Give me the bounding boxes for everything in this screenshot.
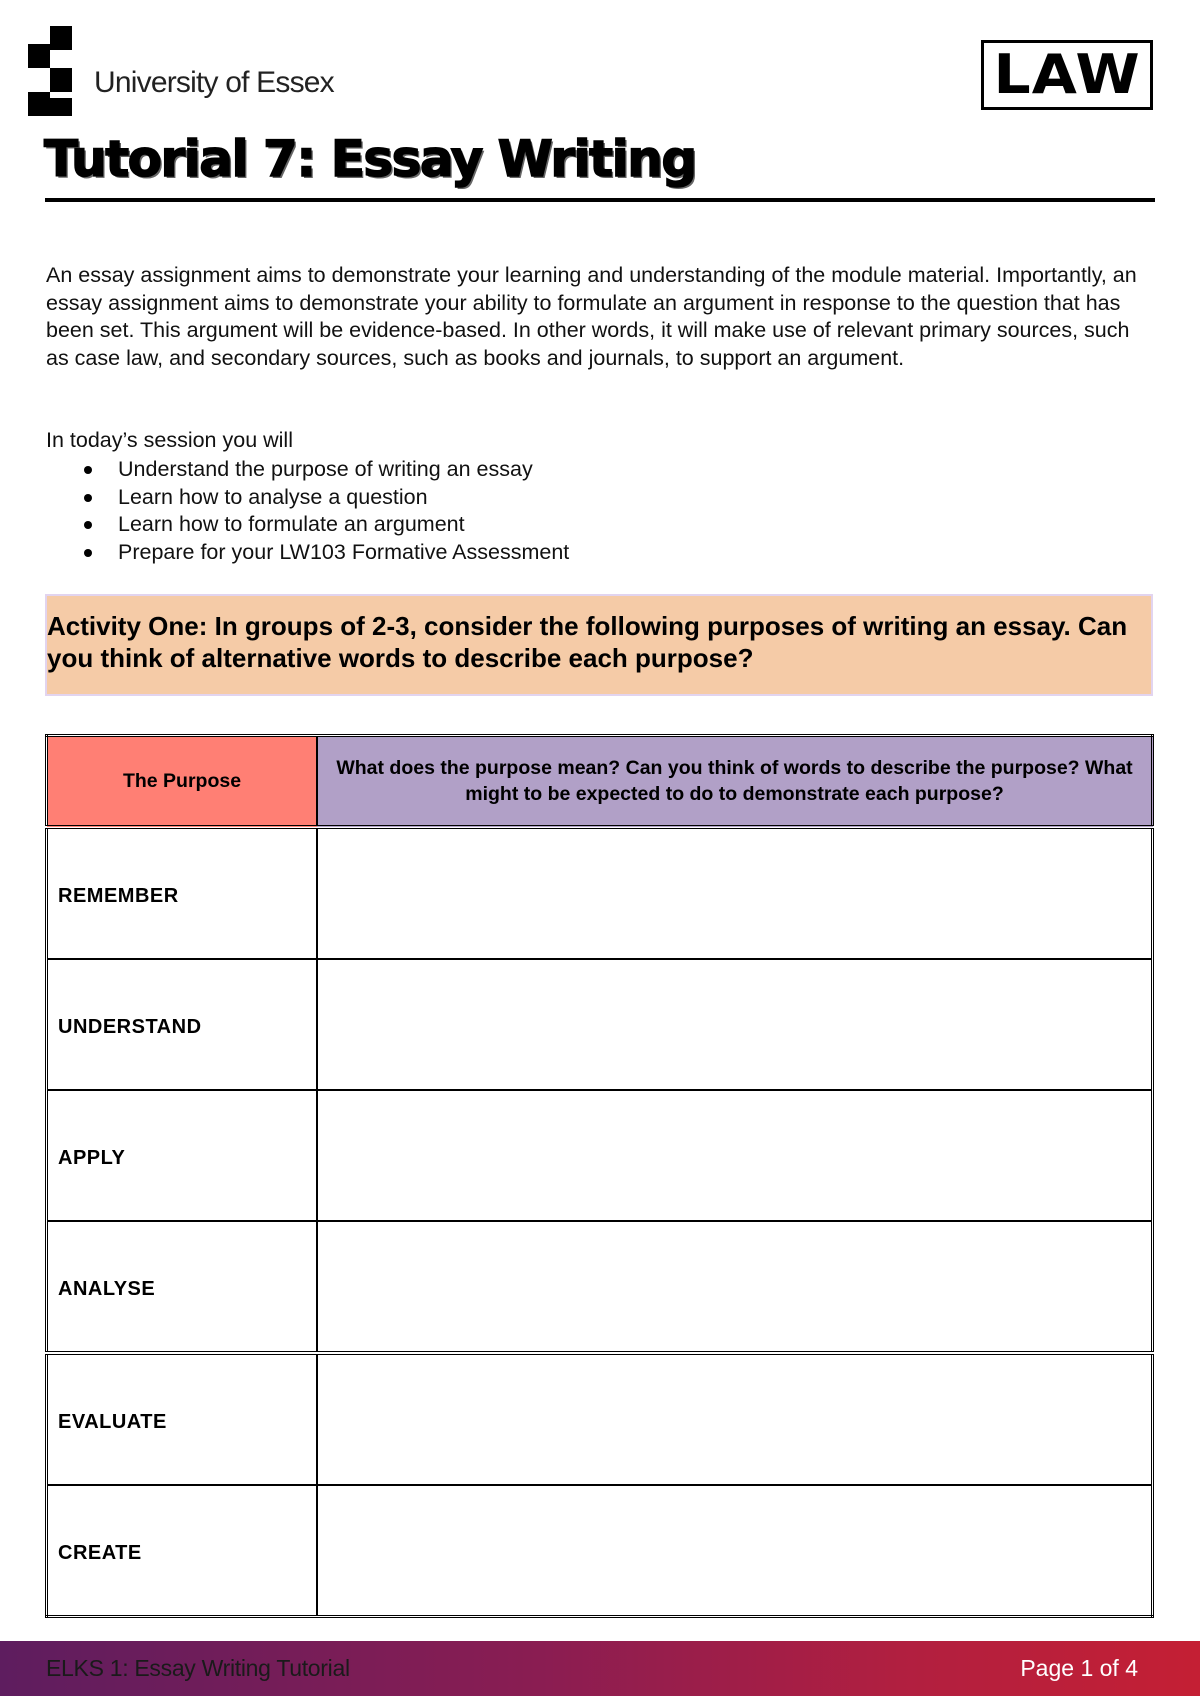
answer-cell[interactable] bbox=[317, 827, 1153, 959]
answer-cell[interactable] bbox=[317, 959, 1153, 1090]
university-logo-icon bbox=[28, 26, 76, 122]
title-divider bbox=[45, 198, 1155, 202]
table-row bbox=[47, 1353, 1153, 1485]
activity-one-text: Activity One: In groups of 2-3, consider the following purposes of writing an essay. Can you think of alternative words to describe each purpose? bbox=[47, 611, 1128, 673]
answer-cell[interactable] bbox=[317, 1221, 1153, 1353]
table-row bbox=[47, 827, 1153, 959]
table-row bbox=[47, 1090, 1153, 1221]
session-lead: In today’s session you will bbox=[46, 428, 293, 452]
table-header-row bbox=[47, 736, 1153, 828]
university-name: University of Essex bbox=[94, 66, 334, 99]
goal-item: Learn how to analyse a question bbox=[46, 484, 569, 512]
goal-item: Prepare for your LW103 Formative Assessment bbox=[46, 539, 569, 567]
answer-cell[interactable] bbox=[317, 1353, 1153, 1485]
header-purpose: The Purpose bbox=[47, 736, 318, 828]
law-badge bbox=[981, 40, 1153, 110]
footer-page-number: Page 1 of 4 bbox=[1020, 1655, 1138, 1681]
table-row bbox=[47, 1485, 1153, 1617]
purpose-label: ANALYSE bbox=[47, 1221, 318, 1353]
goal-item: Learn how to formulate an argument bbox=[46, 511, 569, 539]
page-title: Tutorial 7: Essay Writing bbox=[44, 130, 696, 188]
intro-paragraph: An essay assignment aims to demonstrate your learning and understanding of the module material. Importantly, an essay assignment aims to demonstrate your ability to formulate an argument in response to the question that has been set. This argument will be evidence-based. In other words, it will make use of relevant primary sources, such as case law, and secondary sources, such as books and journals, to support an argument. bbox=[46, 263, 1137, 370]
answer-cell[interactable] bbox=[317, 1090, 1153, 1221]
purpose-label: CREATE bbox=[47, 1485, 318, 1617]
purpose-label: APPLY bbox=[47, 1090, 318, 1221]
purpose-label: EVALUATE bbox=[47, 1353, 318, 1485]
table-row bbox=[47, 959, 1153, 1090]
footer-document-title: ELKS 1: Essay Writing Tutorial bbox=[46, 1655, 350, 1681]
activity-one-box bbox=[45, 594, 1153, 696]
session-goals-list bbox=[46, 456, 569, 566]
purpose-table bbox=[45, 734, 1154, 1618]
answer-cell[interactable] bbox=[317, 1485, 1153, 1617]
purpose-label: REMEMBER bbox=[47, 827, 318, 959]
table-row bbox=[47, 1221, 1153, 1353]
purpose-label: UNDERSTAND bbox=[47, 959, 318, 1090]
header-meaning: What does the purpose mean? Can you think of words to describe the purpose? What might to be expected to do to demonstrate each purpose? bbox=[317, 736, 1153, 828]
goal-item: Understand the purpose of writing an essay bbox=[46, 456, 569, 484]
page-footer bbox=[0, 1641, 1200, 1696]
law-badge-text: LAW bbox=[993, 43, 1141, 106]
